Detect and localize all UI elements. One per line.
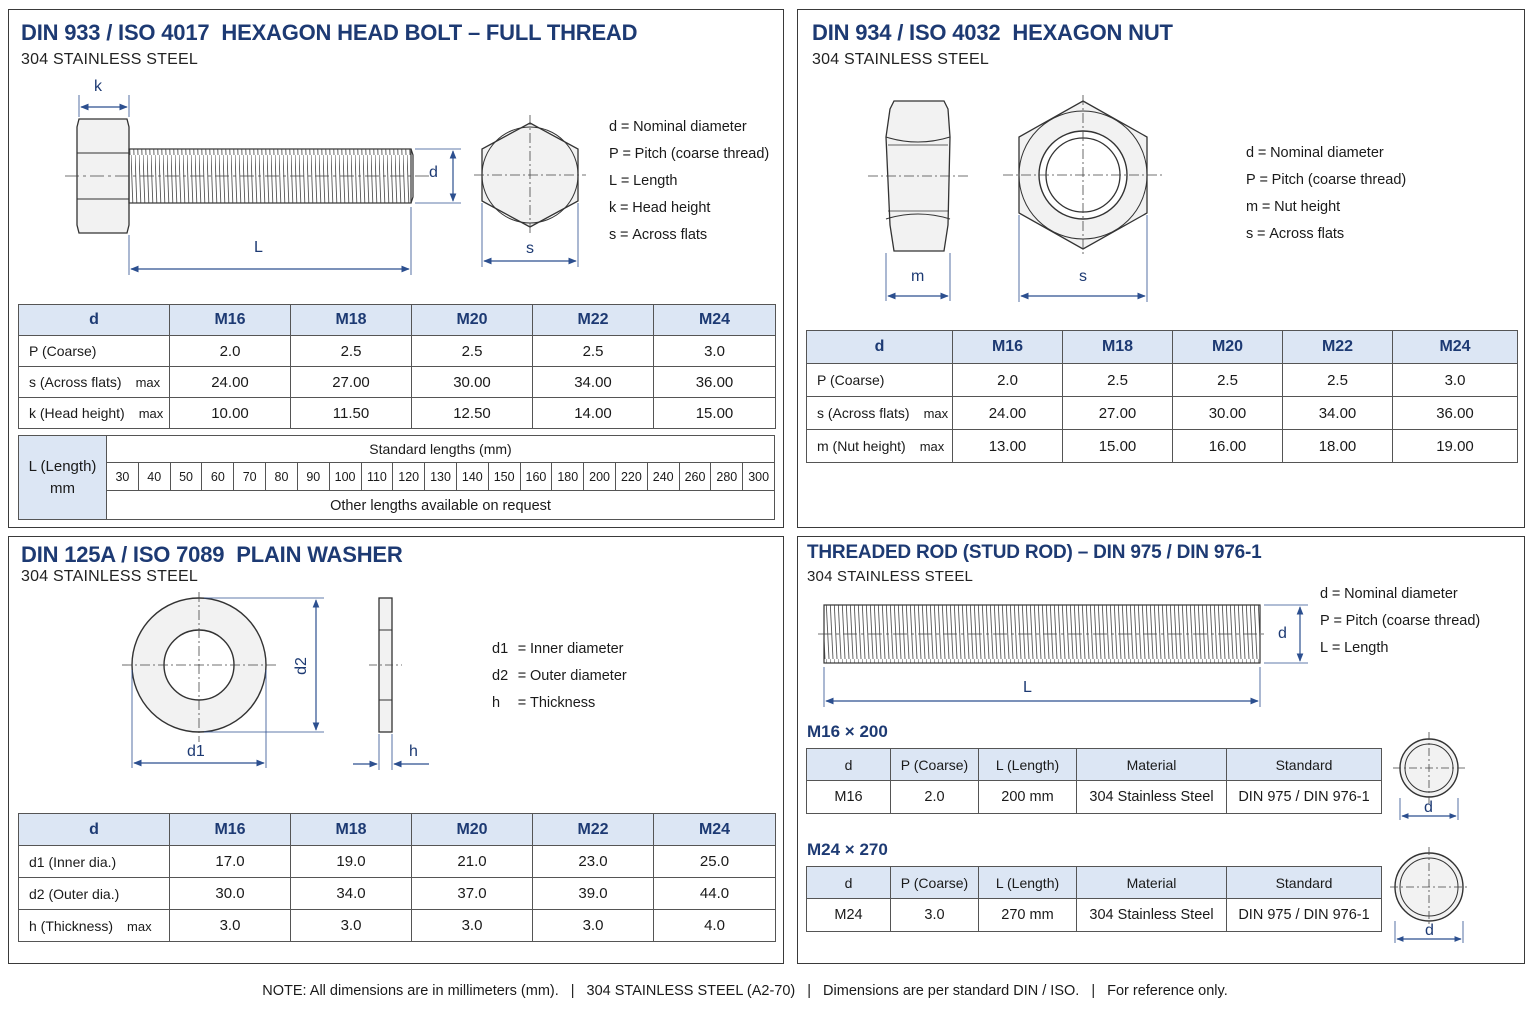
bolt-lengths-table: [18, 435, 775, 520]
lengths-header: L (Length) mm: [19, 436, 107, 519]
row-label: d1 (Inner dia.): [19, 846, 170, 878]
bolt-side-drawing: [59, 75, 479, 285]
col-header: d: [807, 867, 891, 899]
footer-item: 304 STAINLESS STEEL (A2-70): [586, 983, 796, 999]
table-cell: 34.00: [533, 367, 654, 398]
washer-code: DIN 125A / ISO 7089: [21, 542, 225, 567]
nut-s-label: s: [1079, 268, 1087, 285]
col-header: M24: [1393, 331, 1518, 364]
col-header: M18: [291, 305, 412, 336]
col-header: M16: [170, 305, 291, 336]
col-header: P (Coarse): [891, 867, 979, 899]
rod-variant-table: [806, 866, 1382, 932]
table-cell: 34.0: [291, 878, 412, 910]
washer-spec-table: [18, 813, 776, 942]
length-value: 140: [457, 463, 489, 490]
col-header: M24: [654, 305, 776, 336]
col-header: M20: [1173, 331, 1283, 364]
washer-h-label: h: [409, 743, 418, 760]
table-cell: 14.00: [533, 398, 654, 429]
legend-item: k = Head height: [609, 200, 711, 216]
washer-side-drawing: [349, 592, 439, 772]
washer-d2-label: d2: [292, 657, 310, 675]
rod-d-label: d: [1278, 625, 1287, 642]
footer-item: For reference only.: [1107, 983, 1228, 999]
col-header: M16: [170, 814, 291, 846]
table-cell: 2.0: [891, 781, 979, 814]
table-cell: 2.0: [170, 336, 291, 367]
table-cell: M24: [807, 899, 891, 932]
col-header: M24: [654, 814, 776, 846]
table-cell: 4.0: [654, 910, 776, 942]
table-cell: 15.00: [1063, 430, 1173, 463]
length-value: 280: [711, 463, 743, 490]
length-value: 260: [680, 463, 712, 490]
length-value: 50: [171, 463, 203, 490]
row-label: P (Coarse): [19, 336, 170, 367]
bolt-end-drawing: [474, 115, 594, 275]
col-header: L (Length): [979, 749, 1077, 781]
legend-item: d = Nominal diameter: [609, 119, 747, 135]
nut-code: DIN 934 / ISO 4032: [812, 20, 1001, 45]
length-value: 220: [616, 463, 648, 490]
table-cell: 27.00: [1063, 397, 1173, 430]
col-header: M22: [533, 305, 654, 336]
length-value: 110: [362, 463, 394, 490]
length-value: 180: [552, 463, 584, 490]
legend-item: P = Pitch (coarse thread): [1320, 613, 1481, 629]
legend-item: s = Across flats: [609, 227, 708, 243]
nut-name: HEXAGON NUT: [1012, 20, 1173, 45]
washer-name: PLAIN WASHER: [236, 542, 403, 567]
table-row: [19, 846, 776, 878]
col-header: M16: [953, 331, 1063, 364]
length-value: 80: [266, 463, 298, 490]
table-cell: 10.00: [170, 398, 291, 429]
length-value: 150: [489, 463, 521, 490]
table-cell: 200 mm: [979, 781, 1077, 814]
table-cell: 2.5: [1173, 364, 1283, 397]
legend-item: L = Length: [1320, 640, 1389, 656]
footer-item: NOTE: All dimensions are in millimeters (mm).: [262, 983, 559, 999]
length-value: 240: [648, 463, 680, 490]
table-cell: 3.0: [891, 899, 979, 932]
table-cell: 3.0: [291, 910, 412, 942]
rod-panel: [797, 536, 1525, 964]
bolt-legend: [609, 114, 769, 249]
nut-legend: [1246, 140, 1406, 248]
col-header: d: [807, 331, 953, 364]
table-cell: 2.5: [291, 336, 412, 367]
rod-variant-label: M16 × 200: [807, 722, 888, 741]
length-value: 300: [748, 469, 770, 484]
table-cell: 30.00: [412, 367, 533, 398]
table-cell: DIN 975 / DIN 976-1: [1227, 781, 1382, 814]
col-header: Material: [1077, 867, 1227, 899]
row-label: m (Nut height) max: [807, 430, 953, 463]
washer-panel: [8, 536, 784, 964]
bolt-L-label: L: [254, 239, 263, 256]
table-cell: 2.5: [1063, 364, 1173, 397]
table-cell: 304 Stainless Steel: [1077, 899, 1227, 932]
washer-d1-label: d1: [187, 743, 205, 760]
bolt-s-label: s: [526, 240, 534, 257]
table-cell: 270 mm: [979, 899, 1077, 932]
table-cell: 13.00: [953, 430, 1063, 463]
table-cell: 3.0: [412, 910, 533, 942]
length-value: 130: [425, 463, 457, 490]
rod-section-d-label: d: [1424, 799, 1433, 816]
length-value: 60: [202, 463, 234, 490]
washer-title: [21, 542, 403, 568]
table-cell: 3.0: [1393, 364, 1518, 397]
table-row: [19, 336, 776, 367]
nut-spec-table: [806, 330, 1518, 463]
footer-separator: |: [1091, 983, 1096, 999]
bolt-code: DIN 933 / ISO 4017: [21, 20, 210, 45]
lengths-note: Other lengths available on request: [330, 497, 551, 514]
table-cell: 2.5: [1283, 364, 1393, 397]
col-header: M18: [291, 814, 412, 846]
washer-material: 304 STAINLESS STEEL: [21, 568, 198, 585]
table-cell: 37.0: [412, 878, 533, 910]
table-cell: 19.00: [1393, 430, 1518, 463]
legend-item: P = Pitch (coarse thread): [1246, 172, 1407, 188]
legend-item: L = Length: [609, 173, 678, 189]
bolt-name: HEXAGON HEAD BOLT – FULL THREAD: [221, 20, 638, 45]
table-cell: 27.00: [291, 367, 412, 398]
row-label: P (Coarse): [807, 364, 953, 397]
table-cell: 304 Stainless Steel: [1077, 781, 1227, 814]
length-value: 120: [393, 463, 425, 490]
row-label: d2 (Outer dia.): [19, 878, 170, 910]
table-cell: 17.0: [170, 846, 291, 878]
legend-item: d = Nominal diameter: [1320, 586, 1458, 602]
rod-variant-label: M24 × 270: [807, 840, 888, 859]
footer-separator: |: [807, 983, 812, 999]
table-row: [19, 398, 776, 429]
row-label: k (Head height) max: [19, 398, 170, 429]
table-cell: 3.0: [654, 336, 776, 367]
row-label: s (Across flats) max: [19, 367, 170, 398]
table-row: [19, 910, 776, 942]
length-value: 100: [330, 463, 362, 490]
nut-panel: [797, 9, 1525, 528]
legend-item: P = Pitch (coarse thread): [609, 146, 770, 162]
bolt-title: [21, 20, 637, 46]
table-row: [19, 367, 776, 398]
table-cell: 30.0: [170, 878, 291, 910]
col-header: L (Length): [979, 867, 1077, 899]
table-cell: 15.00: [654, 398, 776, 429]
footer-note: [0, 983, 1490, 999]
col-header: d: [19, 305, 170, 336]
table-cell: M16: [807, 781, 891, 814]
length-value: 70: [234, 463, 266, 490]
table-cell: 21.0: [412, 846, 533, 878]
table-cell: 24.00: [170, 367, 291, 398]
col-header: M22: [533, 814, 654, 846]
table-cell: 3.0: [170, 910, 291, 942]
table-cell: 2.5: [412, 336, 533, 367]
length-value: 200: [584, 463, 616, 490]
col-header: P (Coarse): [891, 749, 979, 781]
rod-side-drawing: [818, 599, 1308, 709]
rod-material: 304 STAINLESS STEEL: [807, 568, 974, 585]
table-cell: 44.0: [654, 878, 776, 910]
legend-item: d1 = Inner diameter: [492, 641, 624, 657]
table-cell: 34.00: [1283, 397, 1393, 430]
table-cell: 23.0: [533, 846, 654, 878]
nut-top-drawing: [1008, 95, 1168, 295]
table-cell: 25.0: [654, 846, 776, 878]
legend-item: d = Nominal diameter: [1246, 145, 1384, 161]
legend-item: h = Thickness: [492, 695, 596, 711]
lengths-values: [107, 463, 774, 491]
col-header: M20: [412, 305, 533, 336]
legend-item: d2 = Outer diameter: [492, 668, 627, 684]
rod-variant-table: [806, 748, 1382, 814]
table-cell: 18.00: [1283, 430, 1393, 463]
rod-title: THREADED ROD (STUD ROD) – DIN 975 / DIN 976-1: [807, 542, 1262, 563]
bolt-k-label: k: [94, 78, 102, 95]
table-cell: 11.50: [291, 398, 412, 429]
table-cell: 2.0: [953, 364, 1063, 397]
table-row: [19, 878, 776, 910]
col-header: M22: [1283, 331, 1393, 364]
length-value: 90: [298, 463, 330, 490]
table-cell: 12.50: [412, 398, 533, 429]
rod-L-label: L: [1023, 679, 1032, 696]
row-label: h (Thickness) max: [19, 910, 170, 942]
nut-title: [812, 20, 1173, 46]
table-cell: 30.00: [1173, 397, 1283, 430]
nut-material: 304 STAINLESS STEEL: [812, 51, 989, 68]
table-row: [807, 781, 1382, 814]
table-cell: 36.00: [654, 367, 776, 398]
row-label: s (Across flats) max: [807, 397, 953, 430]
washer-legend: [492, 636, 627, 717]
washer-front-drawing: [114, 592, 344, 772]
nut-m-label: m: [911, 268, 925, 285]
legend-item: m = Nut height: [1246, 199, 1341, 215]
col-header: d: [807, 749, 891, 781]
col-header: Material: [1077, 749, 1227, 781]
length-value: 160: [521, 463, 553, 490]
table-row: [807, 430, 1518, 463]
lengths-caption: Standard lengths (mm): [107, 436, 774, 463]
legend-item: s = Across flats: [1246, 226, 1345, 242]
footer-separator: |: [570, 983, 575, 999]
nut-side-drawing: [868, 95, 968, 295]
table-cell: 36.00: [1393, 397, 1518, 430]
table-cell: 39.0: [533, 878, 654, 910]
rod-legend: [1320, 581, 1480, 662]
length-value: 30: [107, 463, 139, 490]
table-cell: 3.0: [533, 910, 654, 942]
length-value: 40: [139, 463, 171, 490]
table-cell: 19.0: [291, 846, 412, 878]
table-row: [807, 899, 1382, 932]
bolt-spec-table: [18, 304, 776, 429]
bolt-d-label: d: [429, 164, 438, 181]
footer-item: Dimensions are per standard DIN / ISO.: [823, 983, 1080, 999]
rod-section-d-label: d: [1425, 922, 1434, 939]
col-header: Standard: [1227, 867, 1382, 899]
table-cell: DIN 975 / DIN 976-1: [1227, 899, 1382, 932]
table-cell: 24.00: [953, 397, 1063, 430]
col-header: M20: [412, 814, 533, 846]
col-header: M18: [1063, 331, 1173, 364]
bolt-material: 304 STAINLESS STEEL: [21, 51, 198, 68]
table-cell: 2.5: [533, 336, 654, 367]
table-row: [807, 397, 1518, 430]
col-header: d: [19, 814, 170, 846]
col-header: Standard: [1227, 749, 1382, 781]
table-cell: 16.00: [1173, 430, 1283, 463]
bolt-panel: [8, 9, 784, 528]
table-row: [807, 364, 1518, 397]
